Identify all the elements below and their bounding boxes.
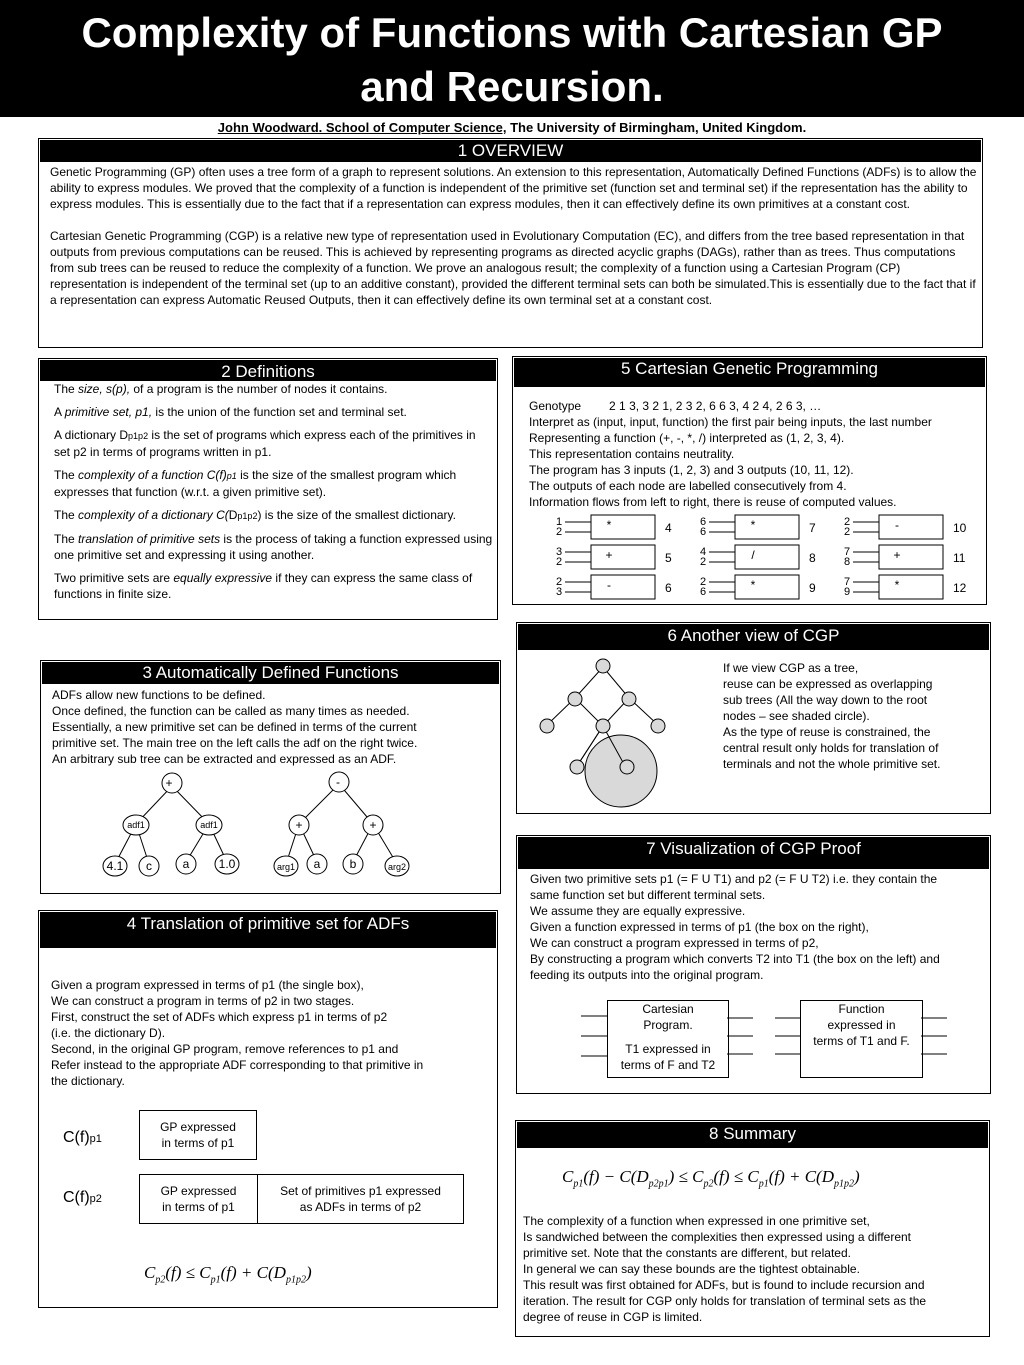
cgp-node-output: 4 [665,521,672,535]
cgp-line: This representation contains neutrality. [529,447,735,461]
gp-p2-right-cell: Set of primitives p1 expressed as ADFs in terms of p2 [280,1184,441,1214]
adf-line: An arbitrary sub tree can be extracted and expressed as an ADF. [52,752,397,766]
cgp-line: The outputs of each node are labelled consecutively from 4. [529,479,847,493]
cgp-node-function: + [893,548,901,562]
summary-formula: $C_{p1}(f) - C(D_{p2p1}) \le C_{p2}(f) \le C_{p1}(f) + C(D_{p1p2})$ [562,1167,860,1190]
tree-node [596,719,610,733]
summary-line: primitive set. Note that the constants are different, but related. [523,1246,851,1260]
summary-panel [515,1120,990,1337]
cgp-node-function: * [750,518,756,532]
translation-line: (i.e. the dictionary D). [51,1026,166,1040]
visualization-line: We can construct a program expressed in terms of p2, [530,936,819,950]
visualization-heading: 7 Visualization of CGP Proof [518,837,989,869]
cgp-node [844,575,967,599]
visualization-body [530,871,990,983]
translation-line: First, construct the set of ADFs which express p1 in terms of p2 [51,1010,388,1024]
cgp-node-output: 11 [953,551,966,565]
cgp-node [556,575,672,599]
cgp-node-output: 5 [665,551,672,565]
adf-right-lr-label: a [313,857,321,871]
overview-body [50,164,980,316]
visualization-line: same function set but different terminal sets. [530,888,766,902]
cgp-node-input: 9 [844,586,851,598]
cgp-node-input: 4 [700,546,707,558]
translation-formula: $C_{p2}(f) \le C_{p1}(f) + C(D_{p1p2})$ [144,1263,312,1286]
overview-paragraph-1: Genetic Programming (GP) often uses a tree form of a graph to represent solutions. An extension to this representation, Automatically Defined Functions (ADFs) is to allow the ability to express modules. We proved that the complexity of a function is independent of the primitive set (function set and terminal set) if the representation has the ability to express modules. This is essentially due to the fact that if a representation can express modules, then it can effectively define its own primitives at a constant cost. [50,165,977,211]
cgp-node-grid [513,512,983,604]
adf-right-ll-label: arg1 [276,862,296,872]
poster-title-line1: Complexity of Functions with Cartesian GP [81,9,943,56]
tree-node [651,719,665,733]
cgp-node [556,545,672,569]
adf-left-lr-label: c [146,859,152,873]
adf-line: Once defined, the function can be called as many times as needed. [52,704,410,718]
adf-left-l-label: adf1 [127,820,145,830]
visualization-line: We assume they are equally expressive. [530,904,746,918]
cgp-body [529,398,985,510]
another-view-line: sub trees (All the way down to the root [723,693,928,707]
definition-equally-expressive: Two primitive sets are equally expressive if they can express the same class of functions in finite size. [54,571,473,601]
adf-panel [40,660,501,894]
translation-line: Second, in the original GP program, remove references to p1 and [51,1042,399,1056]
cgp-node-input: 1 [556,516,563,528]
cgp-node-input: 6 [700,586,707,598]
definitions-heading: 2 Definitions [40,360,496,381]
tree-node [620,760,634,774]
cgp-node-input: 7 [844,546,851,558]
adf-line: Essentially, a new primitive set can be defined in terms of the current [52,720,417,734]
cgp-node-function: - [895,518,899,532]
cgp-node-function: * [894,578,900,592]
translation-line: We can construct a program in terms of p2 in two stages. [51,994,355,1008]
overview-paragraph-2: Cartesian Genetic Programming (CGP) is a relative new type of representation used in Evolutionary Computation (EC), and differs from the tree based representation in that outputs from previous computations can be reused. This is achieved by representing programs as directed acyclic graphs (DAGs), rather than as trees. Thus computations from sub trees can be reused to reduce the complexity of a function. We prove an analogous result; the complexity of a function using a Cartesian Program (CP) representation is independent of the terminal set (up to an additive constant), provided the different terminal sets can both be simulated.This is essentially due to the fact that if a representation can express Automatic Reused Outputs, then it can effectively define its own terminal set at a constant cost. [50,229,976,307]
summary-heading: 8 Summary [517,1122,988,1148]
cgp-node-input: 7 [844,576,851,588]
cgp-node-function: - [607,578,611,592]
summary-line: iteration. The result for CGP only holds for translation of terminal sets as the [523,1294,927,1308]
cgp-node-input: 8 [844,556,851,568]
cgp-node-output: 8 [809,551,816,565]
summary-line: In general we can say these bounds are the tightest obtainable. [523,1262,860,1276]
adf-line: ADFs allow new functions to be defined. [52,688,266,702]
definition-dictionary: A dictionary Dp1p2 is the set of programs which express each of the primitives in set p2 in terms of programs written in p1. [54,428,476,459]
translation-line: the dictionary. [51,1074,125,1088]
adf-right-rl-label: b [349,857,357,871]
cgp-node-input: 2 [556,576,563,588]
cgp-node-box [735,515,799,539]
summary-body [523,1213,988,1325]
cgp-node [700,545,816,569]
cgp-heading: 5 Cartesian Genetic Programming [514,358,985,387]
adf-right-l-label: + [295,818,303,832]
definitions-panel [38,358,498,620]
cgp-node-box [735,545,799,569]
cartesian-program-box: Cartesian Program. T1 expressed in terms of F and T2 [607,1000,729,1078]
cgp-node-function: * [750,578,756,592]
cgp-node [844,545,966,569]
adf-right-r-label: + [369,818,377,832]
poster-title-line2: and Recursion. [360,63,664,110]
cgp-node-input: 2 [844,526,851,538]
summary-line: The complexity of a function when expressed in one primitive set, [523,1214,870,1228]
translation-c-f-p1-label: C(f)p1 [63,1129,102,1146]
cgp-node-output: 7 [809,521,816,535]
gp-p1-box: GP expressed in terms of p1 [139,1110,257,1160]
adf-line: primitive set. The main tree on the left calls the adf on the right twice. [52,736,418,750]
cgp-node-function: * [606,518,612,532]
tree-node [568,692,582,706]
cgp-node-input: 3 [556,586,563,598]
cgp-node [556,515,672,539]
function-expressed-box: Function expressed in terms of T1 and F. [800,1000,923,1078]
adf-left-ll-label: 4.1 [106,859,124,873]
gp-p2-left-cell: GP expressed in terms of p1 [140,1175,258,1223]
definition-translation: The translation of primitive sets is the process of taking a function expressed using one primitive set and expressing it using another. [54,532,493,562]
cgp-node-input: 6 [700,526,707,538]
cgp-node-box [879,575,943,599]
cgp-genotype: Genotype 2 1 3, 3 2 1, 2 3 2, 6 6 3, 4 2 4, 2 6 3, … [529,399,822,413]
cgp-node [700,575,816,599]
translation-line: Refer instead to the appropriate ADF corresponding to that primitive in [51,1058,424,1072]
definition-dictionary-complexity: The complexity of a dictionary C(Dp1p2) is the size of the smallest dictionary. [54,508,456,522]
adf-right-root-label: - [336,775,340,789]
definition-function-complexity: The complexity of a function C(f)p1 is the size of the smallest program which expresses that function (w.r.t. a given primitive set). [54,468,457,499]
visualization-line: Given a function expressed in terms of p1 (the box on the right), [530,920,869,934]
visualization-line: feeding its outputs into the original program. [530,968,764,982]
cgp-node-box [591,545,655,569]
summary-line: Is sandwiched between the complexities then expressed using a different [523,1230,912,1244]
overview-heading: 1 OVERVIEW [40,140,981,162]
visualization-panel [516,835,991,1094]
cgp-line: The program has 3 inputs (1, 2, 3) and 3 outputs (10, 11, 12). [529,463,854,477]
translation-c-f-p2-label: C(f)p2 [63,1189,102,1206]
adf-left-rl-label: a [182,857,190,871]
cgp-node [844,515,967,539]
another-view-heading: 6 Another view of CGP [518,624,989,650]
overview-panel [38,138,983,348]
cgp-node-box [879,545,943,569]
another-view-line: nodes – see shaded circle). [723,709,870,723]
definition-primitive-set: A primitive set, p1, is the union of the function set and terminal set. [54,405,407,419]
tree-node [570,760,584,774]
cgp-node-input: 3 [556,546,563,558]
tree-node [622,692,636,706]
another-view-line: central result only holds for translation of [723,741,939,755]
gp-p2-box [139,1174,464,1224]
summary-line: This result was first obtained for ADFs, but is found to include recursion and [523,1278,925,1292]
authors-line [0,120,1024,135]
tree-node [596,659,610,673]
cgp-node-box [879,515,943,539]
cgp-node-box [591,575,655,599]
translation-heading: 4 Translation of primitive set for ADFs [40,912,496,948]
visualization-line: By constructing a program which converts T2 into T1 (the box on the left) and [530,952,940,966]
definition-size: The size, s(p), of a program is the number of nodes it contains. [54,382,388,396]
cgp-line: Interpret as (input, input, function) the first pair being inputs, the last number [529,415,932,429]
adf-left-rr-label: 1.0 [218,857,236,871]
adf-heading: 3 Automatically Defined Functions [42,662,499,684]
cgp-node-function: / [751,548,755,562]
cgp-node-output: 10 [953,521,967,535]
cgp-node-input: 2 [556,556,563,568]
another-view-panel [516,622,991,814]
poster-title [0,6,1024,114]
cgp-node-output: 12 [953,581,967,595]
cgp-tree-diagram [535,653,715,808]
another-view-line: terminals and not the whole primitive set. [723,757,941,771]
another-view-line: As the type of reuse is constrained, the [723,725,931,739]
adf-left-root-label: + [165,776,173,790]
translation-body [51,977,491,1089]
cgp-node-input: 6 [700,516,707,528]
another-view-body [723,660,985,772]
cgp-node-input: 2 [556,526,563,538]
adf-trees-diagram [41,766,501,891]
cgp-node-input: 2 [844,516,851,528]
adf-left-r-label: adf1 [200,820,218,830]
adf-right-rr-label: arg2 [387,862,407,872]
translation-line: Given a program expressed in terms of p1 (the single box), [51,978,364,992]
author-name: John Woodward. School of Computer Science, [217,120,507,135]
summary-line: degree of reuse in CGP is limited. [523,1310,703,1324]
adf-body [52,687,497,767]
definitions-body [54,381,494,609]
cgp-node-output: 6 [665,581,672,595]
translation-panel [38,910,498,1308]
visualization-line: Given two primitive sets p1 (= F U T1) and p2 (= F U T2) i.e. they contain the [530,872,938,886]
cgp-node [700,515,816,539]
another-view-line: reuse can be expressed as overlapping [723,677,933,691]
cgp-line: Representing a function (+, -, *, /) interpreted as (1, 2, 3, 4). [529,431,845,445]
author-affiliation: The University of Birmingham, United Kingdom. [506,120,807,135]
tree-node [540,719,554,733]
cgp-node-box [735,575,799,599]
cgp-node-input: 2 [700,576,707,588]
cgp-node-function: + [605,548,613,562]
cgp-line: Information flows from left to right, there is reuse of computed values. [529,495,897,509]
cgp-node-input: 2 [700,556,707,568]
cgp-node-output: 9 [809,581,816,595]
another-view-line: If we view CGP as a tree, [723,661,859,675]
cgp-node-box [591,515,655,539]
cgp-panel [512,356,987,605]
